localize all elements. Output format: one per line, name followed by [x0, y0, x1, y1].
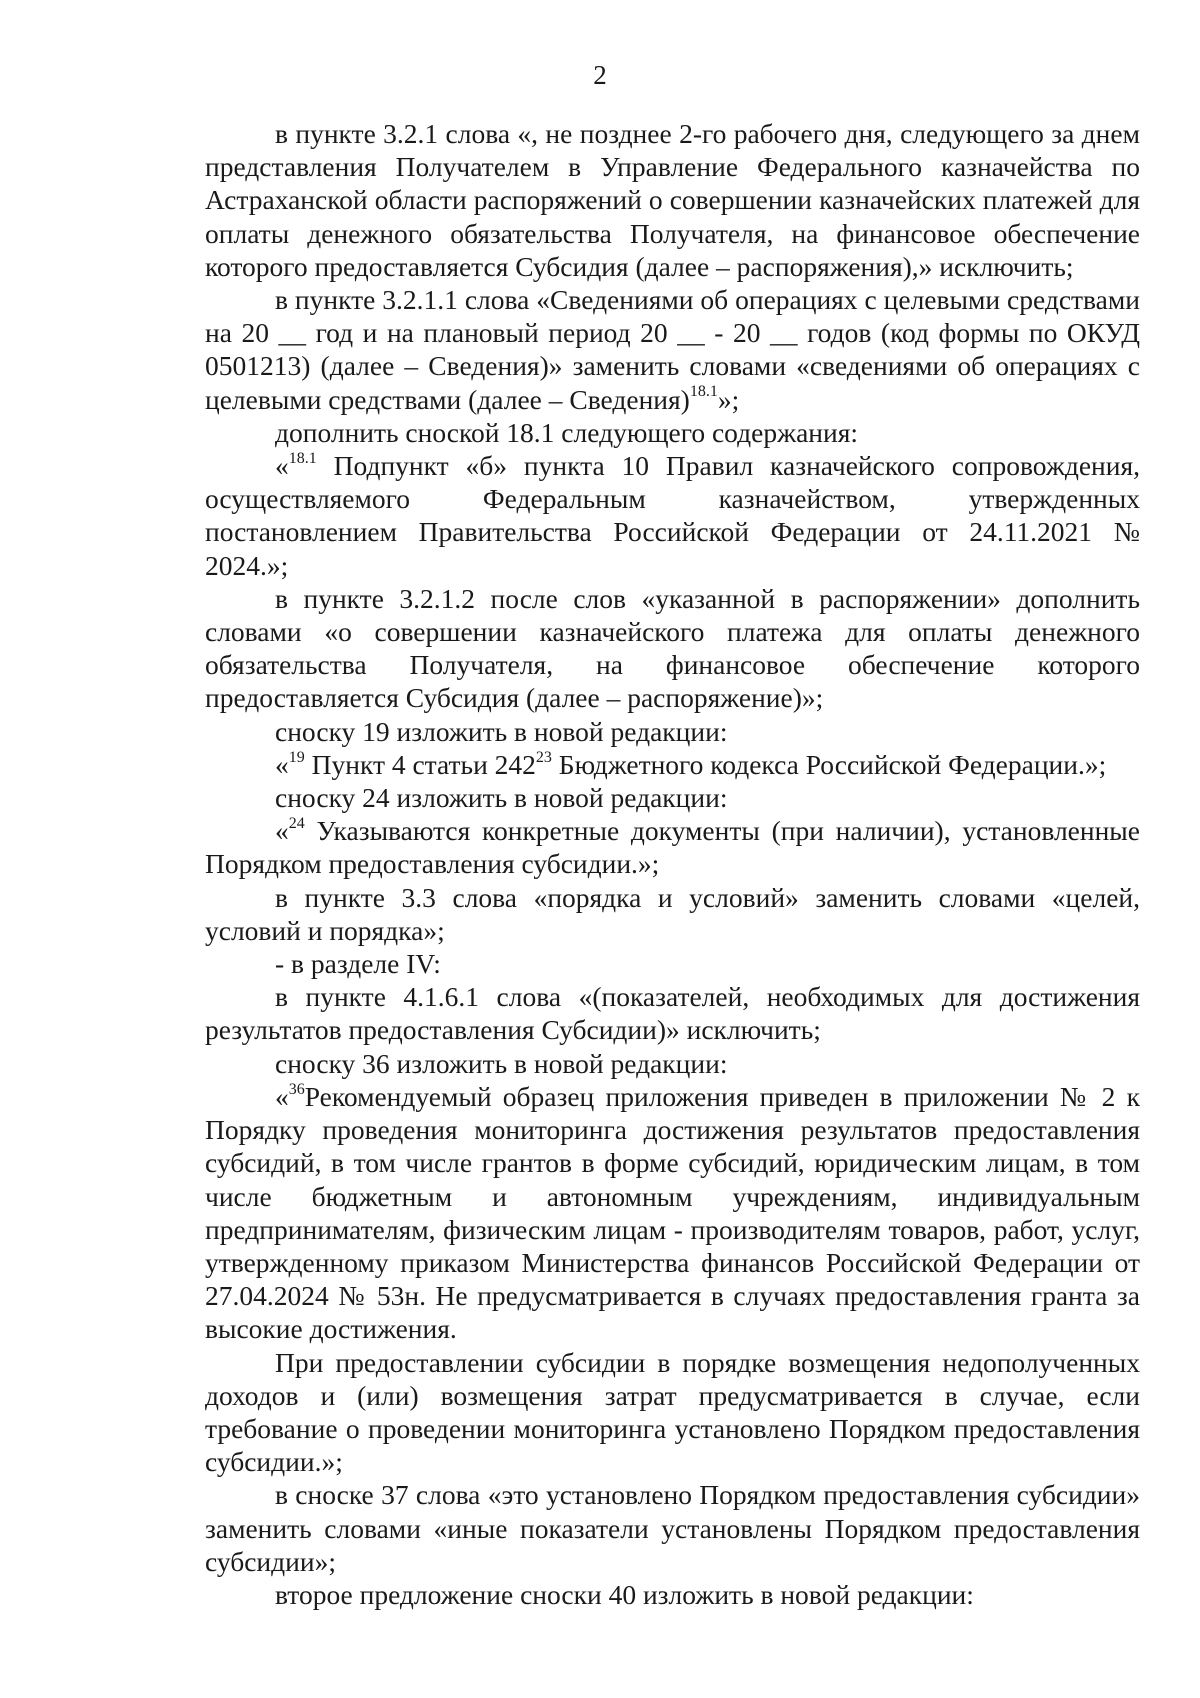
paragraph-text: «	[275, 748, 289, 780]
article-superscript: 23	[535, 748, 552, 766]
footnote-marker: 36	[288, 1080, 305, 1098]
paragraph-text: в пункте 3.2.1.1 слова «Сведениями об операциях с целевыми средствами на 20 __ год и на плановый период 20 __ - 20 __ годов (код формы по ОКУД 0501213) (далее – Сведения)» заменить словами «сведениями об операциях с целевыми средствами (далее – Сведения)	[205, 284, 1140, 415]
paragraph-footnote-19-text	[205, 748, 1140, 781]
paragraph-footnote-36-intro: сноску 36 изложить в новой редакции:	[275, 1047, 728, 1079]
paragraph-footnote-18-1-text	[205, 449, 1140, 582]
paragraph-footnote-19-intro: сноску 19 изложить в новой редакции:	[275, 715, 728, 747]
footnote-marker: 24	[288, 815, 305, 833]
footnote-marker: 19	[288, 748, 305, 766]
paragraph-footnote-36-text	[205, 1080, 1140, 1346]
paragraph-text: Подпункт «б» пункта 10 Правил казначейского сопровождения, осуществляемого Федеральным казначейством, утвержденных постановлением Правительства Российской Федерации от 24.11.2021 № 2024.»;	[205, 450, 1140, 581]
paragraph-footnote-37: в сноске 37 слова «это установлено Порядком предоставления субсидии» заменить словами «иные показатели установлены Порядком предоставления субсидии»;	[205, 1479, 1140, 1577]
paragraph-clause-3-2-1: в пункте 3.2.1 слова «, не позднее 2-го рабочего дня, следующего за днем представления Получателем в Управление Федерального казначейства по Астраханской области распоряжений о совершении казначейских платежей для оплаты денежного обязательства Получателя, на финансовое обеспечение которого предоставляется Субсидия (далее – распоряжения),» исключить;	[205, 118, 1140, 282]
footnote-marker: 18.1	[288, 449, 317, 467]
page-number: 2	[593, 60, 607, 90]
paragraph-text: Бюджетного кодекса Российской Федерации.»;	[551, 748, 1107, 780]
paragraph-footnote-24-text	[205, 814, 1140, 880]
paragraph-footnote-40: второе предложение сноски 40 изложить в новой редакции:	[275, 1578, 974, 1610]
paragraph-clause-3-3: в пункте 3.3 слова «порядка и условий» заменить словами «целей, условий и порядка»;	[205, 881, 1140, 946]
paragraph-text: Рекомендуемый образец приложения приведен в приложении № 2 к Порядку проведения мониторинга достижения результатов предоставления субсидий, в том числе грантов в форме субсидий, юридическим лицам, в том числе бюджетным и автономным учреждениям, индивидуальным предпринимателям, физическим лицам - производителям товаров, работ, услуг, утвержденному приказом Министерства финансов Российской Федерации от 27.04.2024 № 53н. Не предусматривается в случаях предоставления гранта за высокие достижения.	[205, 1080, 1140, 1345]
paragraph-clause-3-2-1-2: в пункте 3.2.1.2 после слов «указанной в распоряжении» дополнить словами «о совершении казначейского платежа для оплаты денежного обязательства Получателя, на финансовое обеспечение которого предоставляется Субсидия (далее – распоряжение)»;	[205, 582, 1140, 714]
paragraph-add-footnote-18-1: дополнить сноской 18.1 следующего содержания:	[275, 416, 859, 448]
paragraph-text: «	[275, 1080, 289, 1112]
paragraph-footnote-24-intro: сноску 24 изложить в новой редакции:	[275, 782, 728, 814]
paragraph-section-iv: - в разделе IV:	[275, 948, 441, 980]
document-body	[205, 117, 1140, 1611]
paragraph-subsidy-compensation: При предоставлении субсидии в порядке возмещения недополученных доходов и (или) возмещения затрат предусматривается в случае, если требование о проведении мониторинга установлено Порядком предоставления субсидии.»;	[205, 1346, 1140, 1478]
paragraph-text: »;	[717, 383, 740, 415]
paragraph-clause-4-1-6-1: в пункте 4.1.6.1 слова «(показателей, необходимых для достижения результатов предоставления Субсидии)» исключить;	[205, 981, 1140, 1046]
paragraph-clause-3-2-1-1	[205, 283, 1140, 416]
paragraph-text: Указываются конкретные документы (при наличии), установленные Порядком предоставления субсидии.»;	[205, 815, 1140, 880]
paragraph-text: «	[275, 450, 289, 482]
paragraph-text: «	[275, 815, 289, 847]
paragraph-text: Пункт 4 статьи 242	[304, 748, 536, 780]
footnote-marker: 18.1	[689, 383, 718, 401]
